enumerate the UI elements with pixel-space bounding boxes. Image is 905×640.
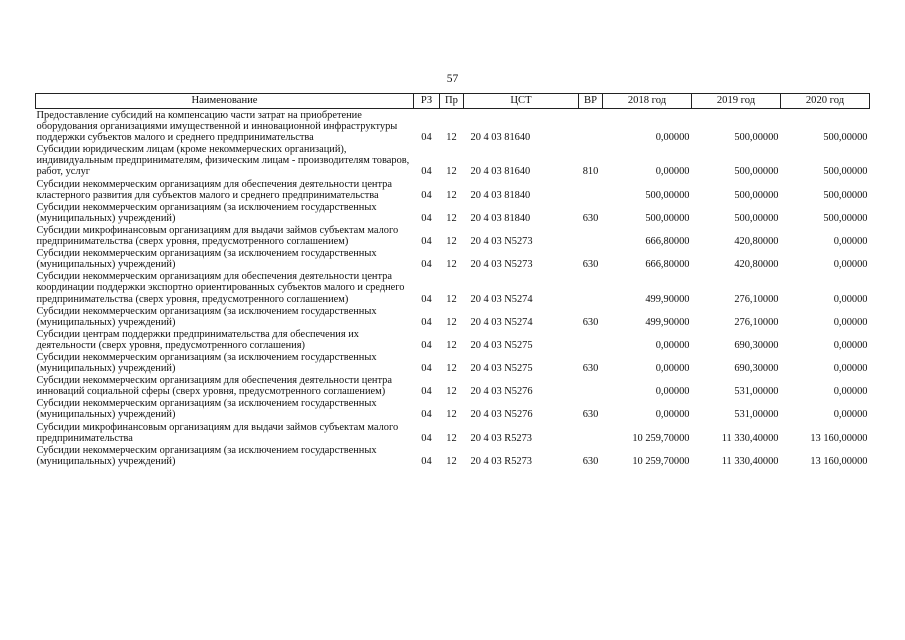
- pr-cell: 12: [446, 236, 457, 248]
- vr-cell: 630: [582, 363, 599, 375]
- cst-cell: 20 4 03 N5274: [470, 316, 533, 328]
- vr-cell: [579, 374, 603, 397]
- year-2018-cell: 666,80000: [645, 236, 690, 248]
- rz-cell: 04: [421, 455, 432, 467]
- cst-cell: 20 4 03 N5274: [470, 293, 533, 305]
- year-2018-cell: 0,00000: [655, 363, 690, 375]
- vr-cell: [579, 178, 603, 201]
- table-row: [36, 270, 870, 304]
- year-2019-cell: 500,00000: [734, 212, 779, 224]
- year-2020-cell: 500,00000: [823, 189, 868, 201]
- pr-cell: 12: [446, 212, 457, 224]
- name-cell: Субсидии некоммерческим организациям (за исключением государственных (муниципальных) учреждений): [36, 305, 377, 328]
- vr-cell: 630: [582, 259, 599, 271]
- pr-cell: 12: [446, 432, 457, 444]
- cst-cell: 20 4 03 N5276: [470, 409, 533, 421]
- name-cell: Субсидии юридическим лицам (кроме некоммерческих организаций), индивидуальным предпринимателям, физическим лицам - производителям товаров, работ, услуг: [36, 144, 410, 178]
- budget-table: [35, 93, 870, 467]
- pr-cell: 12: [446, 132, 457, 144]
- year-2019-cell: 500,00000: [734, 189, 779, 201]
- table-row: [36, 444, 870, 467]
- rz-cell: 04: [421, 212, 432, 224]
- year-2019-cell: 11 330,40000: [721, 455, 779, 467]
- rz-cell: 04: [421, 259, 432, 271]
- year-2020-cell: 0,00000: [833, 293, 868, 305]
- year-2018-cell: 10 259,70000: [632, 455, 690, 467]
- header-2019: 2019 год: [692, 94, 781, 109]
- year-2019-cell: 690,30000: [734, 339, 779, 351]
- year-2018-cell: 500,00000: [645, 212, 690, 224]
- year-2019-cell: 500,00000: [734, 166, 779, 178]
- header-2018: 2018 год: [603, 94, 692, 109]
- year-2020-cell: 13 160,00000: [810, 455, 868, 467]
- name-cell: Субсидии некоммерческим организациям для обеспечения деятельности центра координации поддержки экспортно ориентированных субъектов малого и среднего предпринимательства (сверх уровня, предусмотренного соглашением): [36, 271, 405, 305]
- pr-cell: 12: [446, 386, 457, 398]
- year-2020-cell: 0,00000: [833, 339, 868, 351]
- vr-cell: [579, 421, 603, 444]
- pr-cell: 12: [446, 363, 457, 375]
- rz-cell: 04: [421, 316, 432, 328]
- rz-cell: 04: [421, 166, 432, 178]
- year-2019-cell: 531,00000: [734, 386, 779, 398]
- year-2018-cell: 499,90000: [645, 316, 690, 328]
- header-pr: Пр: [440, 94, 464, 109]
- header-2020: 2020 год: [781, 94, 870, 109]
- vr-cell: 630: [582, 316, 599, 328]
- vr-cell: [579, 328, 603, 351]
- table-row: [36, 109, 870, 144]
- year-2020-cell: 0,00000: [833, 386, 868, 398]
- year-2018-cell: 0,00000: [655, 166, 690, 178]
- year-2019-cell: 276,10000: [734, 293, 779, 305]
- pr-cell: 12: [446, 259, 457, 271]
- year-2018-cell: 666,80000: [645, 259, 690, 271]
- year-2018-cell: 0,00000: [655, 132, 690, 144]
- vr-cell: [579, 270, 603, 304]
- cst-cell: 20 4 03 R5273: [470, 432, 532, 444]
- name-cell: Субсидии некоммерческим организациям (за исключением государственных (муниципальных) учреждений): [36, 444, 377, 467]
- name-cell: Субсидии некоммерческим организациям (за исключением государственных (муниципальных) учреждений): [36, 351, 377, 375]
- cst-cell: 20 4 03 N5275: [470, 339, 533, 351]
- name-cell: Субсидии центрам поддержки предпринимательства для обеспечения их деятельности (сверх уровня, предусмотренного соглашения): [36, 328, 359, 351]
- year-2018-cell: 10 259,70000: [632, 432, 690, 444]
- header-name: Наименование: [36, 94, 414, 109]
- cst-cell: 20 4 03 N5273: [470, 259, 533, 271]
- cst-cell: 20 4 03 81840: [470, 212, 531, 224]
- cst-cell: 20 4 03 R5273: [470, 455, 532, 467]
- name-cell: Субсидии некоммерческим организациям (за исключением государственных (муниципальных) учреждений): [36, 248, 377, 271]
- year-2020-cell: 0,00000: [833, 316, 868, 328]
- year-2020-cell: 500,00000: [823, 166, 868, 178]
- cst-cell: 20 4 03 81640: [470, 166, 531, 178]
- year-2020-cell: 500,00000: [823, 212, 868, 224]
- table-row: [36, 178, 870, 201]
- table-header-row: [36, 94, 870, 109]
- table-row: [36, 247, 870, 270]
- table-row: [36, 305, 870, 328]
- rz-cell: 04: [421, 409, 432, 421]
- table-row: [36, 201, 870, 224]
- year-2019-cell: 420,80000: [734, 259, 779, 271]
- year-2018-cell: 0,00000: [655, 409, 690, 421]
- year-2020-cell: 500,00000: [823, 132, 868, 144]
- pr-cell: 12: [446, 166, 457, 178]
- table-row: [36, 143, 870, 177]
- year-2019-cell: 690,30000: [734, 363, 779, 375]
- name-cell: Субсидии микрофинансовым организациям для выдачи займов субъектам малого предпринимательства: [36, 421, 399, 444]
- table-row: [36, 328, 870, 351]
- pr-cell: 12: [446, 455, 457, 467]
- rz-cell: 04: [421, 339, 432, 351]
- table-row: [36, 397, 870, 420]
- table-row: [36, 421, 870, 444]
- pr-cell: 12: [446, 316, 457, 328]
- year-2018-cell: 500,00000: [645, 189, 690, 201]
- rz-cell: 04: [421, 236, 432, 248]
- year-2020-cell: 0,00000: [833, 236, 868, 248]
- year-2019-cell: 11 330,40000: [721, 432, 779, 444]
- cst-cell: 20 4 03 81840: [470, 189, 531, 201]
- pr-cell: 12: [446, 293, 457, 305]
- year-2019-cell: 276,10000: [734, 316, 779, 328]
- vr-cell: 630: [582, 409, 599, 421]
- name-cell: Субсидии некоммерческим организациям для обеспечения деятельности центра инноваций социальной сферы (сверх уровня, предусмотренного соглашением): [36, 375, 392, 398]
- cst-cell: 20 4 03 N5276: [470, 386, 533, 398]
- vr-cell: 630: [582, 212, 599, 224]
- year-2020-cell: 0,00000: [833, 259, 868, 271]
- year-2018-cell: 499,90000: [645, 293, 690, 305]
- table-row: [36, 374, 870, 397]
- year-2018-cell: 0,00000: [655, 386, 690, 398]
- year-2019-cell: 500,00000: [734, 132, 779, 144]
- year-2019-cell: 420,80000: [734, 236, 779, 248]
- header-cst: ЦСТ: [464, 94, 579, 109]
- vr-cell: 630: [582, 455, 599, 467]
- name-cell: Субсидии некоммерческим организациям (за исключением государственных (муниципальных) учреждений): [36, 201, 377, 224]
- name-cell: Субсидии некоммерческим организациям (за исключением государственных (муниципальных) учреждений): [36, 398, 377, 421]
- vr-cell: [579, 224, 603, 247]
- name-cell: Субсидии некоммерческим организациям для обеспечения деятельности центра кластерного развития для субъектов малого и среднего предпринимательства: [36, 178, 392, 201]
- cst-cell: 20 4 03 N5275: [470, 363, 533, 375]
- rz-cell: 04: [421, 363, 432, 375]
- rz-cell: 04: [421, 293, 432, 305]
- rz-cell: 04: [421, 386, 432, 398]
- vr-cell: [579, 109, 603, 144]
- year-2019-cell: 531,00000: [734, 409, 779, 421]
- table-body: [36, 109, 870, 467]
- pr-cell: 12: [446, 339, 457, 351]
- header-vr: ВР: [579, 94, 603, 109]
- year-2020-cell: 13 160,00000: [810, 432, 868, 444]
- table-row: [36, 351, 870, 374]
- pr-cell: 12: [446, 409, 457, 421]
- year-2018-cell: 0,00000: [655, 339, 690, 351]
- cst-cell: 20 4 03 N5273: [470, 236, 533, 248]
- name-cell: Субсидии микрофинансовым организациям для выдачи займов субъектам малого предпринимательства (сверх уровня, предусмотренного соглашением): [36, 224, 399, 248]
- year-2020-cell: 0,00000: [833, 363, 868, 375]
- pr-cell: 12: [446, 189, 457, 201]
- rz-cell: 04: [421, 132, 432, 144]
- header-rz: РЗ: [414, 94, 440, 109]
- year-2020-cell: 0,00000: [833, 409, 868, 421]
- table-row: [36, 224, 870, 247]
- page-number: 57: [446, 73, 459, 85]
- rz-cell: 04: [421, 432, 432, 444]
- cst-cell: 20 4 03 81640: [470, 132, 531, 144]
- rz-cell: 04: [421, 189, 432, 201]
- vr-cell: 810: [582, 166, 599, 178]
- name-cell: Предоставление субсидий на компенсацию части затрат на приобретение оборудования организациями имущественной и инновационной инфраструктуры поддержки субъектов малого и среднего предпринимательства: [36, 110, 398, 144]
